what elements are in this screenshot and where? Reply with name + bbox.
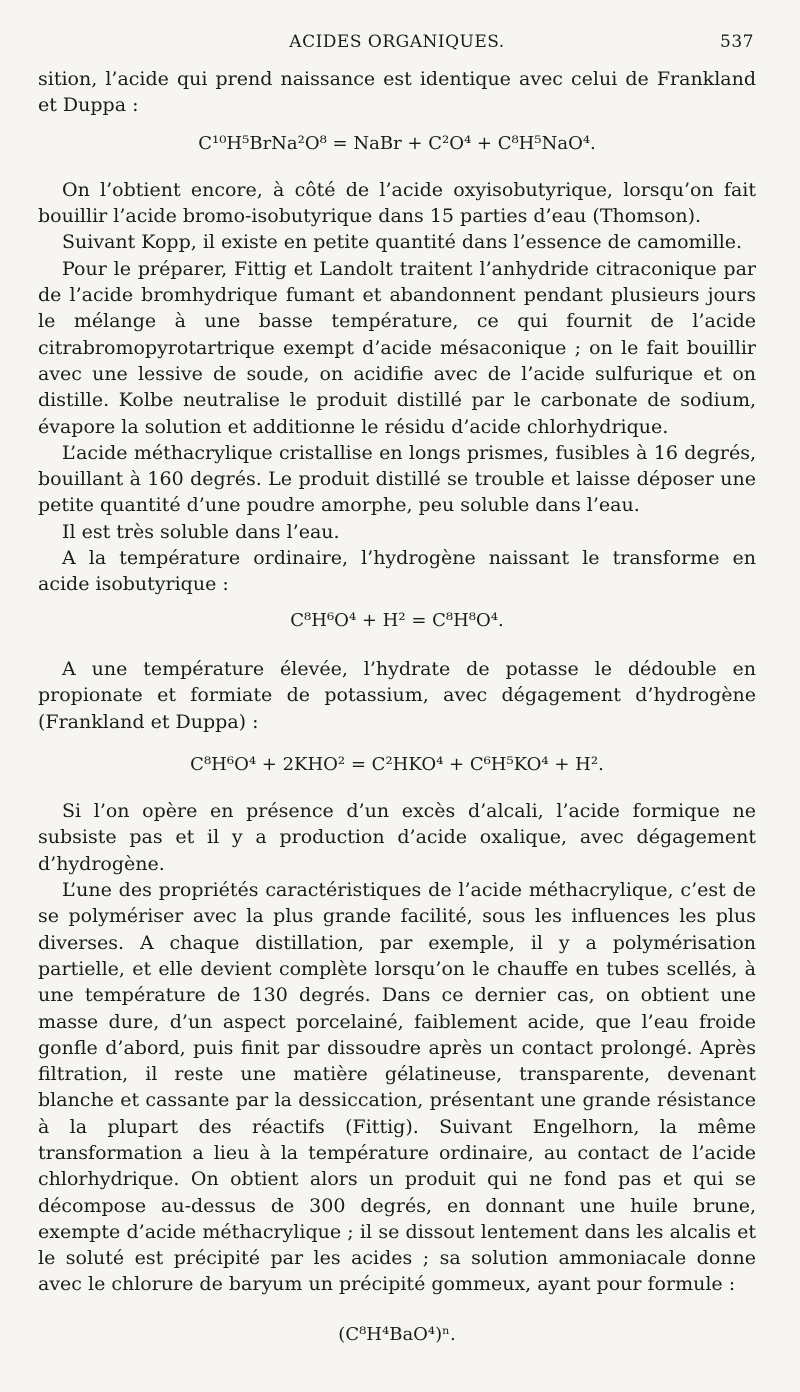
- paragraph: Suivant Kopp, il existe en petite quantité dans l’essence de camomille.: [62, 231, 743, 254]
- paragraph: Pour le préparer, Fittig et Landolt traitent l’anhydride citraconique par de l’acide bromhydrique fumant et abandonnent pendant plusieurs jours le mélange à une basse température, ce qui fournit de l’acide citrabromopyrotartrique exempt d’acide mésaconique ; on le fait bouillir avec une lessive de soude, on acidifie avec de l’acide sulfurique et on distille. Kolbe neutralise le produit distillé par le carbonate de sodium, évapore la solution et additionne le résidu d’acide chlorhydrique.: [38, 257, 756, 438]
- body-text: [38, 66, 756, 1348]
- paragraph: On l’obtient encore, à côté de l’acide oxyisobutyrique, lorsqu’on fait bouillir l’acide bromo-isobutyrique dans 15 parties d’eau (Thomson).: [38, 178, 756, 228]
- paragraph: L’acide méthacrylique cristallise en longs prismes, fusibles à 16 degrés, bouillant à 160 degrés. Le produit distillé se trouble et laisse déposer une petite quantité d’une poudre amorphe, peu soluble dans l’eau.: [38, 441, 756, 517]
- chemical-formula: C¹⁰H⁵BrNa²O⁸ = NaBr + C²O⁴ + C⁸H⁵NaO⁴.: [198, 132, 596, 154]
- running-header: [40, 32, 754, 58]
- chemical-formula: (C⁸H⁴BaO⁴)ⁿ.: [338, 1323, 456, 1345]
- page-number: 537: [720, 32, 754, 52]
- paragraph: A une température élevée, l’hydrate de potasse le dédouble en propionate et formiate de potassium, avec dégagement d’hydrogène (Frankland et Duppa) :: [38, 657, 756, 733]
- paragraph: L’une des propriétés caractéristiques de l’acide méthacrylique, c’est de se polymériser avec la plus grande facilité, sous les influences les plus diverses. A chaque distillation, par exemple, il y a polymérisation partielle, et elle devient complète lorsqu’on le chauffe en tubes scellés, à une température de 130 degrés. Dans ce dernier cas, on obtient une masse dure, d’un aspect porcelainé, faiblement acide, que l’eau froide gonfle d’abord, puis finit par dissoudre après un contact prolongé. Après filtration, il reste une matière gélatineuse, transparente, devenant blanche et cassante par la dessiccation, présentant une grande résistance à la plupart des réactifs (Fittig). Suivant Engelhorn, la même transformation a lieu à la température ordinaire, au contact de l’acide chlorhydrique. On obtient alors un produit qui ne fond pas et qui se décompose au-dessus de 300 degrés, en donnant une huile brune, exempte d’acide méthacrylique ; il se dissout lentement dans les alcalis et le soluté est précipité par les acides ; sa solution ammoniacale donne avec le chlorure de baryum un précipité gommeux, ayant pour formule :: [38, 879, 756, 1296]
- chemical-formula: C⁸H⁶O⁴ + 2KHO² = C²HKO⁴ + C⁶H⁵KO⁴ + H².: [190, 753, 604, 775]
- paragraph: Si l’on opère en présence d’un excès d’alcali, l’acide formique ne subsiste pas et il y a production d’acide oxalique, avec dégagement d’hydrogène.: [38, 800, 756, 875]
- chemical-formula: C⁸H⁶O⁴ + H² = C⁸H⁸O⁴.: [290, 609, 504, 631]
- paragraph: Il est très soluble dans l’eau.: [62, 520, 340, 543]
- running-title: ACIDES ORGANIQUES.: [289, 32, 505, 52]
- paragraph: A la température ordinaire, l’hydrogène naissant le transforme en acide isobutyrique :: [38, 547, 756, 596]
- paragraph: sition, l’acide qui prend naissance est identique avec celui de Frankland et Duppa :: [38, 68, 756, 117]
